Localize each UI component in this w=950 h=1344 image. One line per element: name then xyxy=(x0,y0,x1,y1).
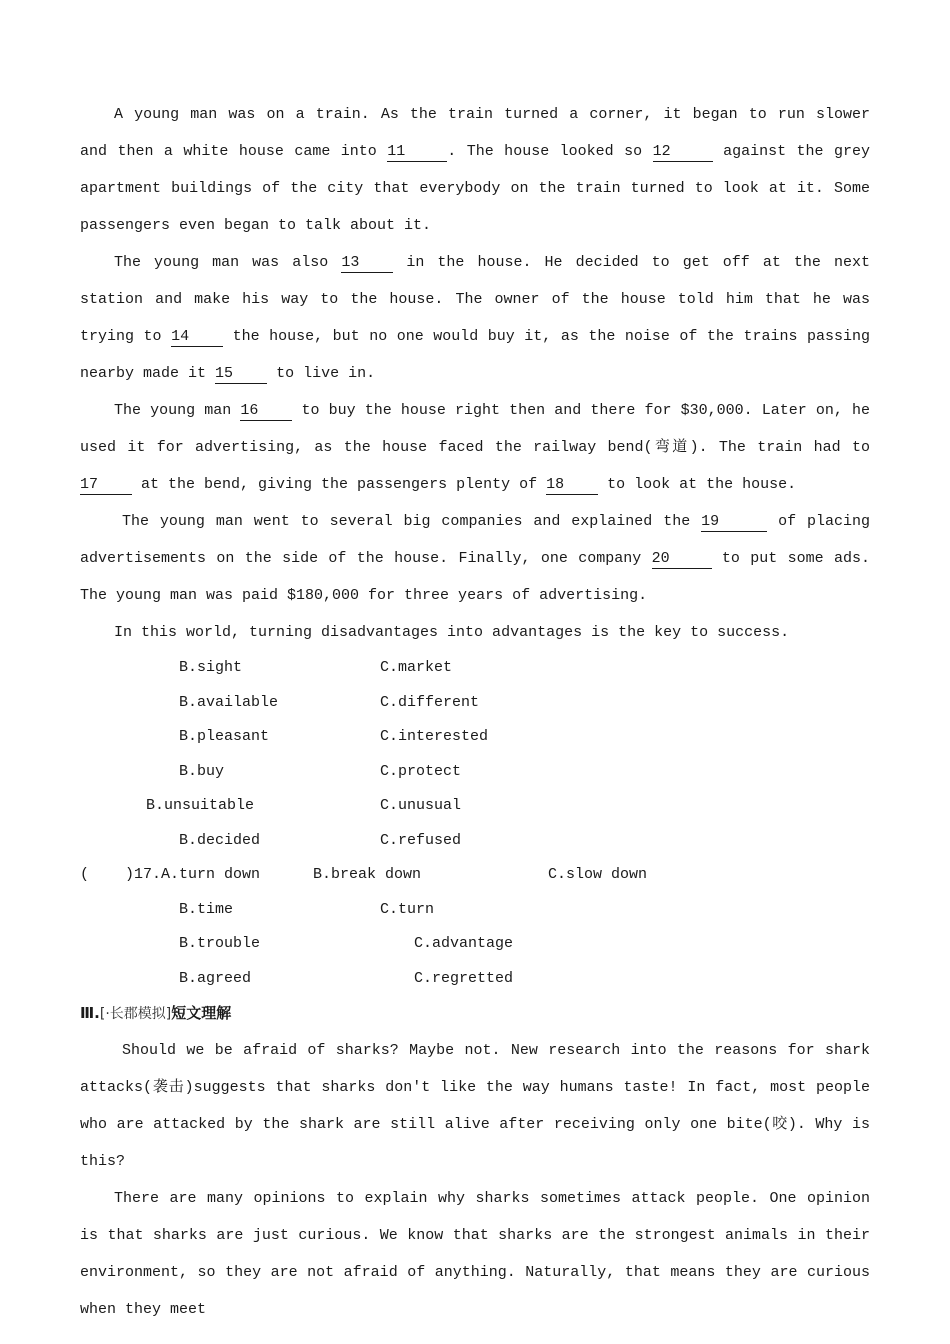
blank-14[interactable]: 14 xyxy=(171,328,223,347)
option-b[interactable]: B.pleasant xyxy=(179,728,270,745)
section-title: 短文理解 xyxy=(171,1004,232,1022)
option-c[interactable]: C.advantage xyxy=(414,935,514,952)
text: against the grey apartment buildings of the city that everybody on the train turned to look at it. Some passengers even began to talk about it. xyxy=(80,143,870,234)
paragraph-3 xyxy=(80,392,870,503)
option-b[interactable]: B.break down xyxy=(313,866,422,883)
text: A young man was on a train. As the train turned a corner, it began to run slower and then a white house came into xyxy=(80,106,870,160)
option-b[interactable]: B.agreed xyxy=(179,969,252,987)
option-c[interactable]: C.different xyxy=(380,693,480,711)
text: to put some ads. The young man was paid $180,000 for three years of advertising. xyxy=(80,550,870,604)
blank-11[interactable]: 11 xyxy=(387,143,447,162)
blank-12[interactable]: 12 xyxy=(653,143,713,162)
text: in the house. He decided to get off at the next station and make his way to the house. The owner of the house told him that he was trying to xyxy=(80,254,870,345)
paragraph-5: In this world, turning disadvantages into advantages is the key to success. xyxy=(114,624,790,641)
option-c[interactable]: C.unusual xyxy=(380,797,462,814)
option-b[interactable]: B.decided xyxy=(179,831,261,849)
text: The young man was also xyxy=(114,254,329,271)
passage2-paragraph-1: Should we be afraid of sharks? Maybe not. New research into the reasons for shark attacks(袭击)suggests that sharks don't like the way humans taste! In fact, most people who are attacked by the shark are still alive after receiving only one bite(咬). Why is this? xyxy=(80,1042,870,1170)
option-b[interactable]: B.time xyxy=(179,900,234,918)
option-row-12 xyxy=(80,686,870,721)
options-list xyxy=(80,651,870,996)
option-b[interactable]: B.buy xyxy=(179,762,225,780)
blank-20[interactable]: 20 xyxy=(652,550,712,569)
blank-18[interactable]: 18 xyxy=(546,476,598,495)
question-17-option-a[interactable]: ( )17.A.turn down xyxy=(80,866,261,883)
option-row-11 xyxy=(80,651,870,686)
blank-15[interactable]: 15 xyxy=(215,365,267,384)
option-row-13 xyxy=(80,720,870,755)
text: to live in. xyxy=(276,365,376,382)
text: the house, but no one would buy it, as the noise of the trains passing nearby made it xyxy=(80,328,870,382)
text: . The house looked so xyxy=(447,143,643,160)
option-row-20 xyxy=(80,962,870,997)
blank-19[interactable]: 19 xyxy=(701,513,767,532)
option-row-19 xyxy=(80,927,870,962)
option-row-14 xyxy=(80,755,870,790)
option-row-16 xyxy=(80,824,870,859)
blank-16[interactable]: 16 xyxy=(240,402,292,421)
blank-17[interactable]: 17 xyxy=(80,476,132,495)
option-c[interactable]: C.interested xyxy=(380,728,489,745)
option-b[interactable]: B.available xyxy=(179,693,279,711)
document-page xyxy=(80,96,870,1328)
option-row-18 xyxy=(80,893,870,928)
text: to look at the house. xyxy=(607,476,797,493)
text: of placing advertisements on the side of the house. Finally, one company xyxy=(80,513,870,567)
option-b[interactable]: B.sight xyxy=(179,659,243,676)
paragraph-1 xyxy=(80,96,870,244)
option-c[interactable]: C.turn xyxy=(380,900,435,918)
passage2-paragraph-2: There are many opinions to explain why sharks sometimes attack people. One opinion is that sharks are just curious. We know that sharks are the strongest animals in their environment, so they are not afraid of anything. Naturally, that means they are curious when they meet xyxy=(80,1190,870,1318)
option-c[interactable]: C.slow down xyxy=(548,866,648,883)
section-number: Ⅲ. xyxy=(80,1004,100,1022)
option-b[interactable]: B.trouble xyxy=(179,935,261,952)
text: at the bend, giving the passengers plenty of xyxy=(141,476,538,493)
paragraph-4 xyxy=(80,503,870,614)
text: The young man went to several big companies and explained the xyxy=(122,513,691,530)
option-c[interactable]: C.refused xyxy=(380,831,462,849)
section-heading xyxy=(80,996,870,1032)
blank-13[interactable]: 13 xyxy=(341,254,393,273)
text: to buy the house right then and there for $30,000. Later on, he used it for advertising, as the house faced the railway bend(弯道). The train had to xyxy=(80,402,870,456)
option-row-15 xyxy=(80,789,870,824)
section-source-tag: [·长郡模拟] xyxy=(99,1006,172,1022)
text: The young man xyxy=(114,402,232,419)
option-c[interactable]: C.market xyxy=(380,659,453,676)
option-b[interactable]: B.unsuitable xyxy=(146,797,255,814)
option-c[interactable]: C.protect xyxy=(380,762,462,780)
option-c[interactable]: C.regretted xyxy=(414,969,514,987)
option-row-17 xyxy=(80,858,870,893)
paragraph-2 xyxy=(80,244,870,392)
